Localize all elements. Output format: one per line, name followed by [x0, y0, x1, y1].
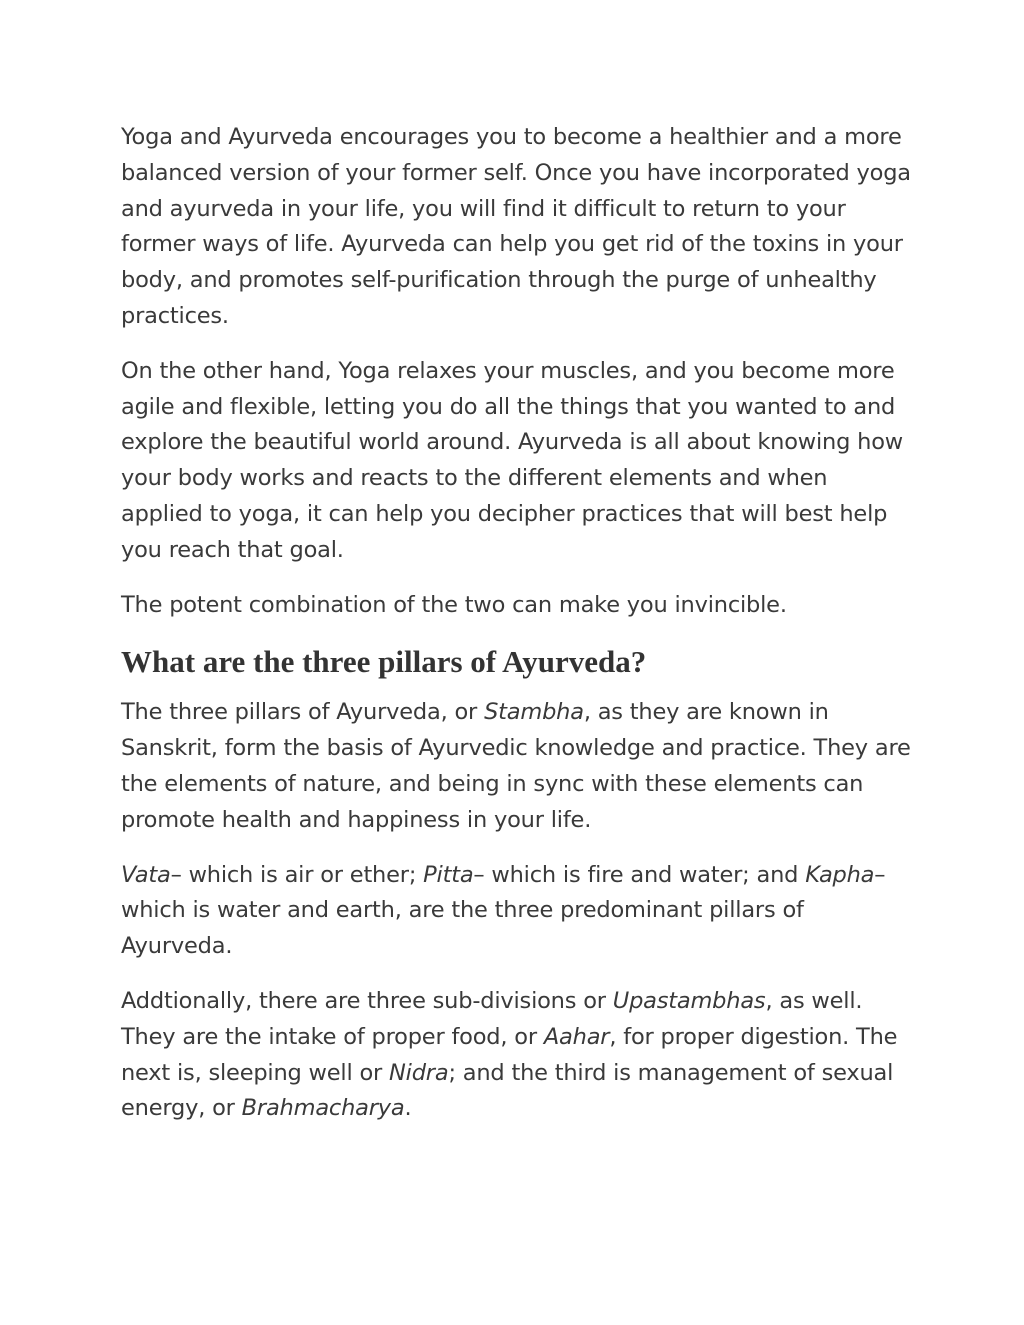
intro-paragraph-2: On the other hand, Yoga relaxes your muscles, and you become more agile and flexible, letting you do all the things that you wanted to and explore the beautiful world around. Ayurveda is all about knowing how your body works and reacts to the different elements and when applied to yoga, it can help you decipher practices that will best help you reach that goal. [121, 357, 903, 563]
term-stambha: Stambha [484, 699, 584, 726]
subdivisions-text-d: ; and the third is management of sexual energy, or [121, 1059, 894, 1122]
subdivisions-text-c: , for proper digestion. The next is, sleeping well or [121, 1023, 898, 1086]
term-pitta: Pitta [423, 861, 474, 888]
subdivisions-text-b: , as well. They are the intake of proper food, or [121, 987, 863, 1050]
doshas-text-b: – which is fire and water; and [473, 861, 806, 888]
subdivisions-paragraph [121, 984, 911, 1127]
term-upastambhas: Upastambhas [612, 987, 766, 1014]
term-aahar: Aahar [543, 1023, 610, 1050]
term-kapha: Kapha [805, 861, 875, 888]
doshas-text-a: – which is air or ether; [170, 861, 424, 888]
term-vata: Vata [121, 861, 171, 888]
doshas-paragraph [121, 858, 911, 965]
subdivisions-text-e: . [404, 1095, 412, 1122]
doshas-text-c: – which is water and earth, are the three predominant pillars of Ayurveda. [121, 861, 886, 960]
term-nidra: Nidra [389, 1059, 449, 1086]
section-heading: What are the three pillars of Ayurveda? [121, 644, 647, 680]
intro-paragraph-3: The potent combination of the two can make you invincible. [121, 591, 787, 618]
pillars-text-b: , as they are known in Sanskrit, form the basis of Ayurvedic knowledge and practice. They are the elements of nature, and being in sync with these elements can promote health and happiness in your life. [121, 699, 911, 833]
pillars-text-a: The three pillars of Ayurveda, or [121, 699, 485, 726]
document-page [121, 120, 911, 1146]
pillars-paragraph [121, 695, 911, 838]
intro-paragraph-1: Yoga and Ayurveda encourages you to become a healthier and a more balanced version of your former self. Once you have incorporated yoga and ayurveda in your life, you will find it difficult to return to your former ways of life. Ayurveda can help you get rid of the toxins in your body, and promotes self-purification through the purge of unhealthy practices. [121, 124, 911, 329]
term-brahmacharya: Brahmacharya [241, 1095, 405, 1122]
subdivisions-text-a: Addtionally, there are three sub-divisions or [121, 987, 613, 1014]
